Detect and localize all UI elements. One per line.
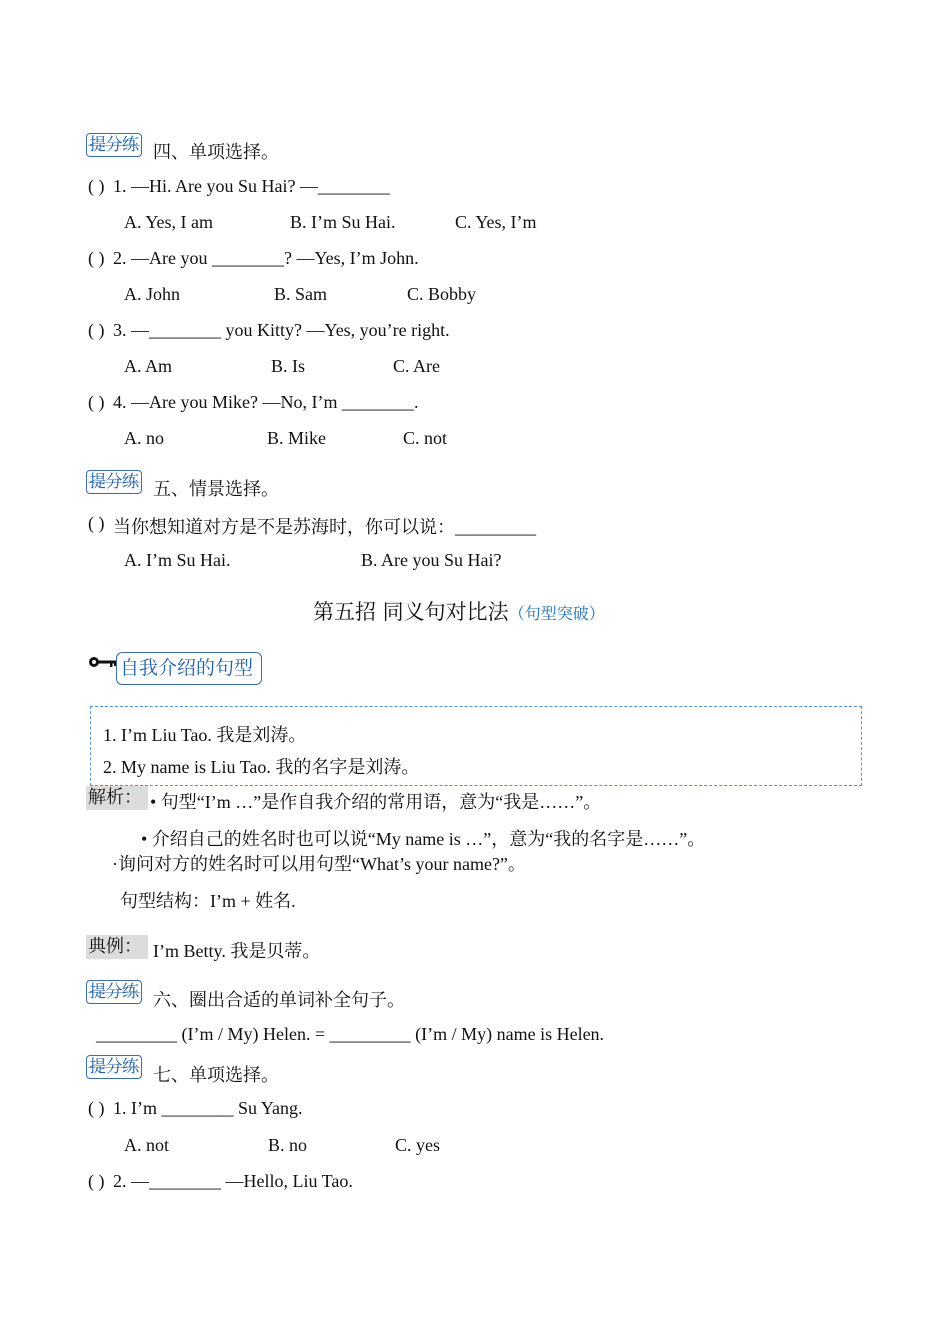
analysis-label: 解析： [86, 786, 148, 810]
q4-1-stem: 1. —Hi. Are you Su Hai? —________ [113, 176, 390, 196]
q5-stem: 当你想知道对方是不是苏海时，你可以说：_________ [113, 517, 536, 537]
q7-1-option-b: B. no [268, 1135, 308, 1155]
q4-3-option-a: A. Am [124, 356, 173, 376]
practice-badge: 提分练 [86, 980, 142, 1004]
section6-sentence: _________ (I’m / My) Helen. = _________ (I’m / My) name is Helen. [96, 1024, 605, 1044]
practice-badge: 提分练 [86, 470, 142, 494]
pattern-sentence-2 [103, 753, 419, 779]
q4-1-option-b: B. I’m Su Hai. [290, 212, 396, 232]
q7-2-paren: ( ) [88, 1171, 105, 1191]
q4-2-option-b: B. Sam [274, 284, 328, 304]
section5-title: 五、情景选择。 [153, 479, 279, 500]
q4-2-paren: ( ) [88, 248, 105, 268]
q4-4-stem: 4. —Are you Mike? —No, I’m ________. [113, 392, 419, 412]
q4-2-option-a: A. John [124, 284, 181, 304]
q4-3-option-b: B. Is [271, 356, 306, 376]
q4-3-stem: 3. —________ you Kitty? —Yes, you’re right. [113, 320, 450, 340]
q5-paren: ( ) [88, 513, 105, 533]
q4-4-paren: ( ) [88, 392, 105, 412]
structure-line [120, 887, 296, 913]
q4-4-option-a: A. no [124, 428, 164, 448]
q7-1-option-a: A. not [124, 1135, 169, 1155]
strategy-title: 第五招 同义句对比法 [313, 600, 509, 624]
structure-label: 句型结构： [120, 891, 210, 912]
q4-3-paren: ( ) [88, 320, 105, 340]
q4-1-option-c: C. Yes, I’m [455, 212, 537, 232]
structure-value: I’m + 姓名. [210, 891, 296, 911]
analysis-line-1: • 句型“I’m …”是作自我介绍的常用语，意为“我是……”。 [150, 792, 602, 812]
section4-title: 四、单项选择。 [153, 142, 279, 163]
example-text: I’m Betty. 我是贝蒂。 [153, 941, 321, 961]
q4-4-option-b: B. Mike [267, 428, 327, 448]
q5-option-a: A. I’m Su Hai. [124, 550, 231, 570]
strategy-subtitle: （句型突破） [508, 604, 605, 623]
pattern-sentence-2-zh: 我的名字是刘涛。 [275, 757, 420, 778]
q7-2-stem: 2. —________ —Hello, Liu Tao. [113, 1171, 353, 1191]
pattern-sentence-2-en: 2. My name is Liu Tao. [103, 757, 271, 777]
q4-1-option-a: A. Yes, I am [124, 212, 214, 232]
q4-3-option-c: C. Are [393, 356, 440, 376]
analysis-line-2: • 介绍自己的姓名时也可以说“My name is …”，意为“我的名字是……”。 [141, 829, 706, 849]
q4-2-stem: 2. —Are you ________? —Yes, I’m John. [113, 248, 419, 268]
analysis-line-3: ·询问对方的姓名时可以用句型“What’s your name?”。 [112, 854, 526, 874]
example-label: 典例： [86, 935, 148, 959]
q5-option-b: B. Are you Su Hai? [361, 550, 502, 570]
pattern-sentence-1-en: 1. I’m Liu Tao. [103, 725, 212, 745]
q7-1-option-c: C. yes [395, 1135, 440, 1155]
strategy-heading [313, 596, 605, 626]
pattern-sentence-1-zh: 我是刘涛。 [216, 725, 307, 746]
q7-1-stem: 1. I’m ________ Su Yang. [113, 1098, 303, 1118]
q4-2-option-c: C. Bobby [407, 284, 477, 304]
q4-4-option-c: C. not [403, 428, 448, 448]
pattern-label: 自我介绍的句型 [116, 652, 262, 685]
key-icon [88, 654, 118, 670]
practice-badge: 提分练 [86, 133, 142, 157]
q4-1-paren: ( ) [88, 176, 105, 196]
q7-1-paren: ( ) [88, 1098, 105, 1118]
practice-badge: 提分练 [86, 1055, 142, 1079]
section7-title: 七、单项选择。 [153, 1065, 279, 1086]
pattern-sentence-1 [103, 721, 306, 747]
section6-title: 六、圈出合适的单词补全句子。 [153, 990, 405, 1011]
